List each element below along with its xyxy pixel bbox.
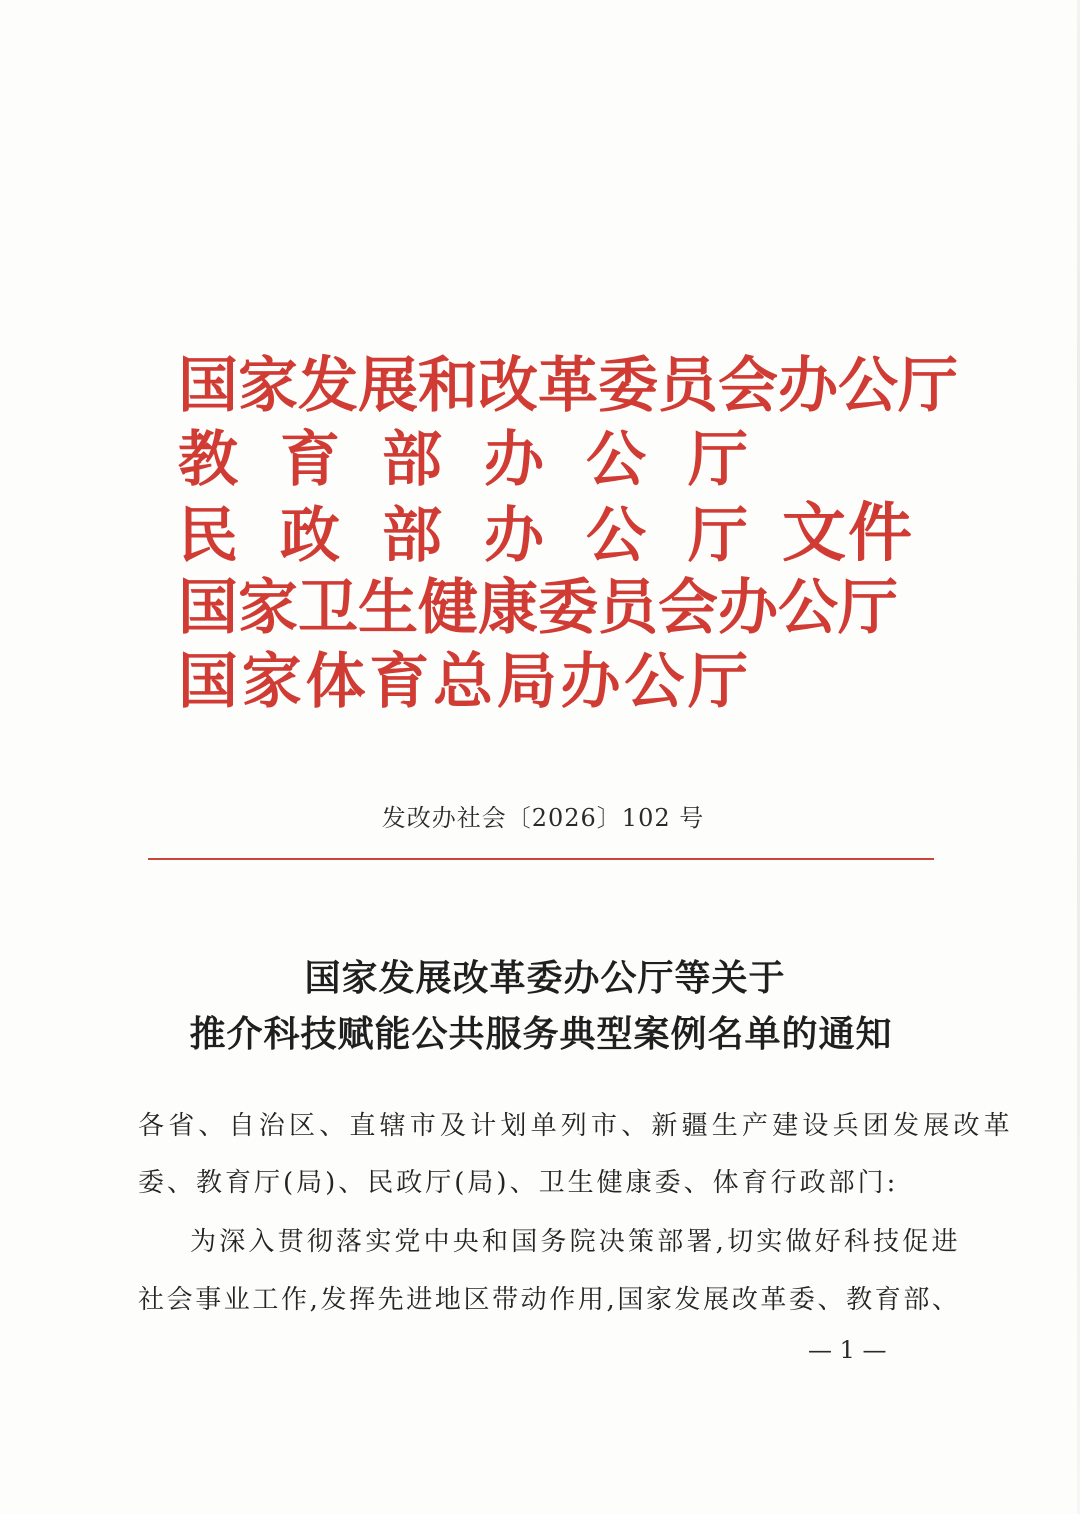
issuing-authorities-masthead [178,350,958,720]
masthead-character: 公 [838,351,898,421]
masthead-character: 家 [238,351,298,421]
masthead-character: 展 [358,351,418,421]
page-number: — 1 — [808,1336,887,1364]
masthead-character: 国 [178,573,238,643]
masthead-character: 政 [280,501,340,571]
masthead-character: 总 [433,647,493,717]
masthead-character: 办 [778,351,838,421]
masthead-line-sport [178,648,748,716]
masthead-character: 部 [382,425,442,495]
masthead-character: 厅 [838,573,898,643]
masthead-character: 国 [178,351,238,421]
addressee-line-1: 各省、自治区、直辖市及计划单列市、新疆生产建设兵团发展改革 [138,1111,1014,1141]
masthead-character: 厅 [688,501,748,571]
masthead-character: 会 [658,573,718,643]
masthead-character: 办 [484,425,544,495]
masthead-character: 革 [538,351,598,421]
masthead-character: 家 [241,647,302,717]
masthead-character: 家 [238,573,298,643]
addressee-line-2: 委、教育厅(局)、民政厅(局)、卫生健康委、体育行政部门: [138,1168,899,1198]
masthead-character: 厅 [688,647,748,717]
masthead-character: 发 [298,351,358,421]
body-paragraph-line-1: 为深入贯彻落实党中央和国务院决策部署,切实做好科技促进 [190,1227,961,1257]
masthead-character: 公 [778,573,838,643]
masthead-line-civil-affairs [178,502,748,570]
masthead-character: 公 [586,425,646,495]
masthead-character: 公 [586,501,646,571]
document-number: 发改办社会〔2026〕102 号 [381,804,705,832]
masthead-character: 体 [305,647,366,717]
masthead-character: 委 [538,573,598,643]
masthead-character: 健 [418,573,478,643]
masthead-line-ndrc [178,351,958,421]
red-separator-line [148,858,934,860]
masthead-character: 厅 [688,425,748,495]
masthead-character: 公 [624,647,685,717]
masthead-character: 国 [178,647,238,717]
masthead-character: 员 [658,351,718,421]
masthead-character: 卫 [298,573,358,643]
masthead-character: 局 [496,647,557,717]
masthead-character: 和 [418,351,478,421]
masthead-character: 委 [598,351,658,421]
masthead-suffix: 文件 [782,496,914,571]
body-paragraph-line-2: 社会事业工作,发挥先进地区带动作用,国家发展改革委、教育部、 [138,1285,961,1315]
masthead-character: 办 [484,501,544,571]
masthead-character: 育 [280,425,340,495]
masthead-character: 康 [478,573,538,643]
document-title-line-2: 推介科技赋能公共服务典型案例名单的通知 [189,1013,893,1055]
document-title-line-1: 国家发展改革委办公厅等关于 [304,957,786,999]
masthead-character: 办 [560,647,621,717]
masthead-character: 生 [358,573,418,643]
masthead-character: 部 [382,501,442,571]
masthead-character: 员 [598,573,658,643]
masthead-character: 民 [178,501,238,571]
masthead-character: 改 [478,351,538,421]
masthead-character: 办 [718,573,778,643]
masthead-character: 育 [369,647,430,717]
masthead-character: 教 [178,425,238,495]
masthead-line-education [178,426,748,494]
masthead-line-health [178,573,898,643]
masthead-character: 厅 [898,351,958,421]
masthead-character: 会 [718,351,778,421]
